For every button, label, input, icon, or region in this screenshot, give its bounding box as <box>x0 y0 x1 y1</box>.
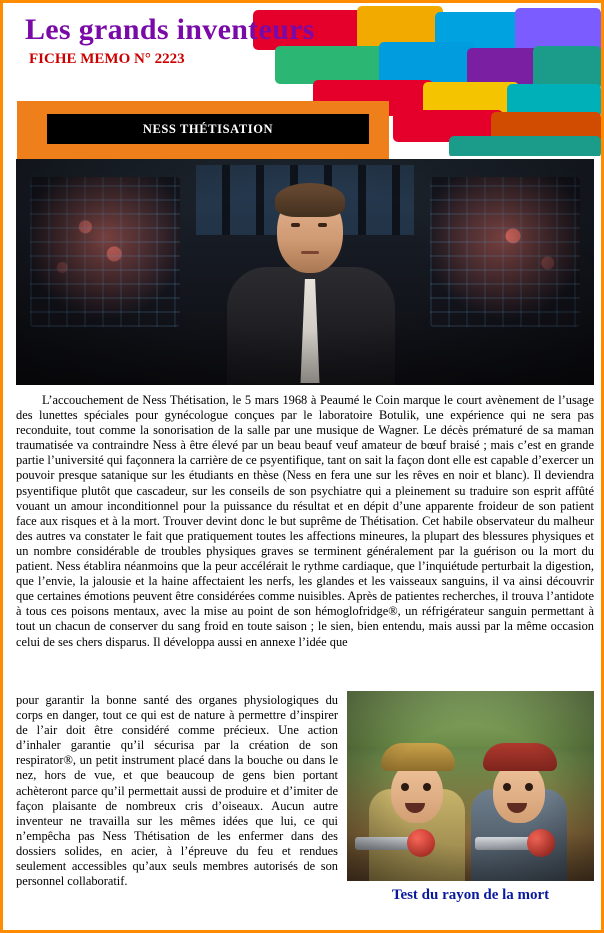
photo-vignette <box>16 159 594 385</box>
photo-caption: Test du rayon de la mort <box>391 887 550 903</box>
main-photo <box>16 159 594 385</box>
orange-banner <box>17 101 389 159</box>
decor-block-13 <box>449 136 601 156</box>
page-subtitle: FICHE MEMO N° 2223 <box>29 51 185 67</box>
article-paragraph-top: L’accouchement de Ness Thétisation, le 5 mars 1968 à Peaumé le Coin marque le court avènement de l’usage des lunettes spéciales pour gynécologue conçues par le laboratoire Botulik, une expérience qui ne sera pas reconduite, tout comme la sonorisation de la salle par une musique de Wagner. Le décès prématuré de sa maman traumatisée va contraindre Ness à être élevé par un beau beauf veuf amateur de bœuf braisé ; mais c’est en grande partie l’université qui façonnera la carrière de ce psyentifique, tant on sait la façon dont elle est capable d’exercer un pouvoir presque satanique sur les étudiants en thèse (Ness en fera une sur les rêves en noir et blanc). Il deviendra psyentifique plutôt que cascadeur, sur les conseils de son psychiatre qui a pleinement su traduire son esprit affûté vouant un amour inconditionnel pour la puissance du résultat et en dépit d’une apparente froideur de son patient face aux risques et à la mort. Trouver devint donc le but suprême de Thétisation. Cet habile observateur du malheur des autres va constater le fait que pratiquement toutes les affections mineures, la plupart des blessures physiques et un nombre considérable de troubles physiques graves se terminent généralement par la guérison ou la mort du patient. Ness établira néanmoins que la peur accélérait le rythme cardiaque, que l’inquiétude perturbait la digestion, que l’envie, la jalousie et la haine affectaient les nerfs, les glandes et les vaisseaux sanguins, il va ainsi découvrir que certaines émotions peuvent être considérées comme nuisibles. Après de patientes recherches, il trouva l’antidote à tous ces poisons mentaux, avec la mise au point de son hémoglofridge®, un réfrigérateur sanguin permettant à tout un chacun de conserver du sang froid en toute saison ; le sien, bien entendu, mais aussi par la même occasion celui de ses chers disparus. Il développa aussi en annexe l’idée que <box>16 393 594 649</box>
page-title: Les grands inventeurs <box>25 13 315 46</box>
article-paragraph-bottom: pour garantir la bonne santé des organes physiologiques du corps en danger, tout ce qui est de nature à permettre d’inspirer de l’air doit être considéré comme précieux. Une action d’inhaler garantie qu’il sécurisa par la création de son respirator®, un petit instrument placé dans la bouche ou dans le nez, hors de vue, et que beaucoup de gens bien portant achèteront parce qu’il permettait aussi de produire et d’imiter de façon plaisante de nombreux cris d’oiseaux. Aucun autre inventeur ne travailla sur les mêmes idées que lui, ce qui n’empêcha pas Ness Thétisation de les enfermer dans des dossiers solides, en acier, à l’épreuve du feu et rendues seulement accessibles qu’aux seuls membres autorisés de son personnel collaboratif. <box>16 693 338 889</box>
banner-label: NESS THÉTISATION <box>47 114 369 144</box>
secondary-photo <box>347 691 594 881</box>
secondary-photo-vignette <box>347 691 594 881</box>
decor-block-4 <box>275 46 385 84</box>
